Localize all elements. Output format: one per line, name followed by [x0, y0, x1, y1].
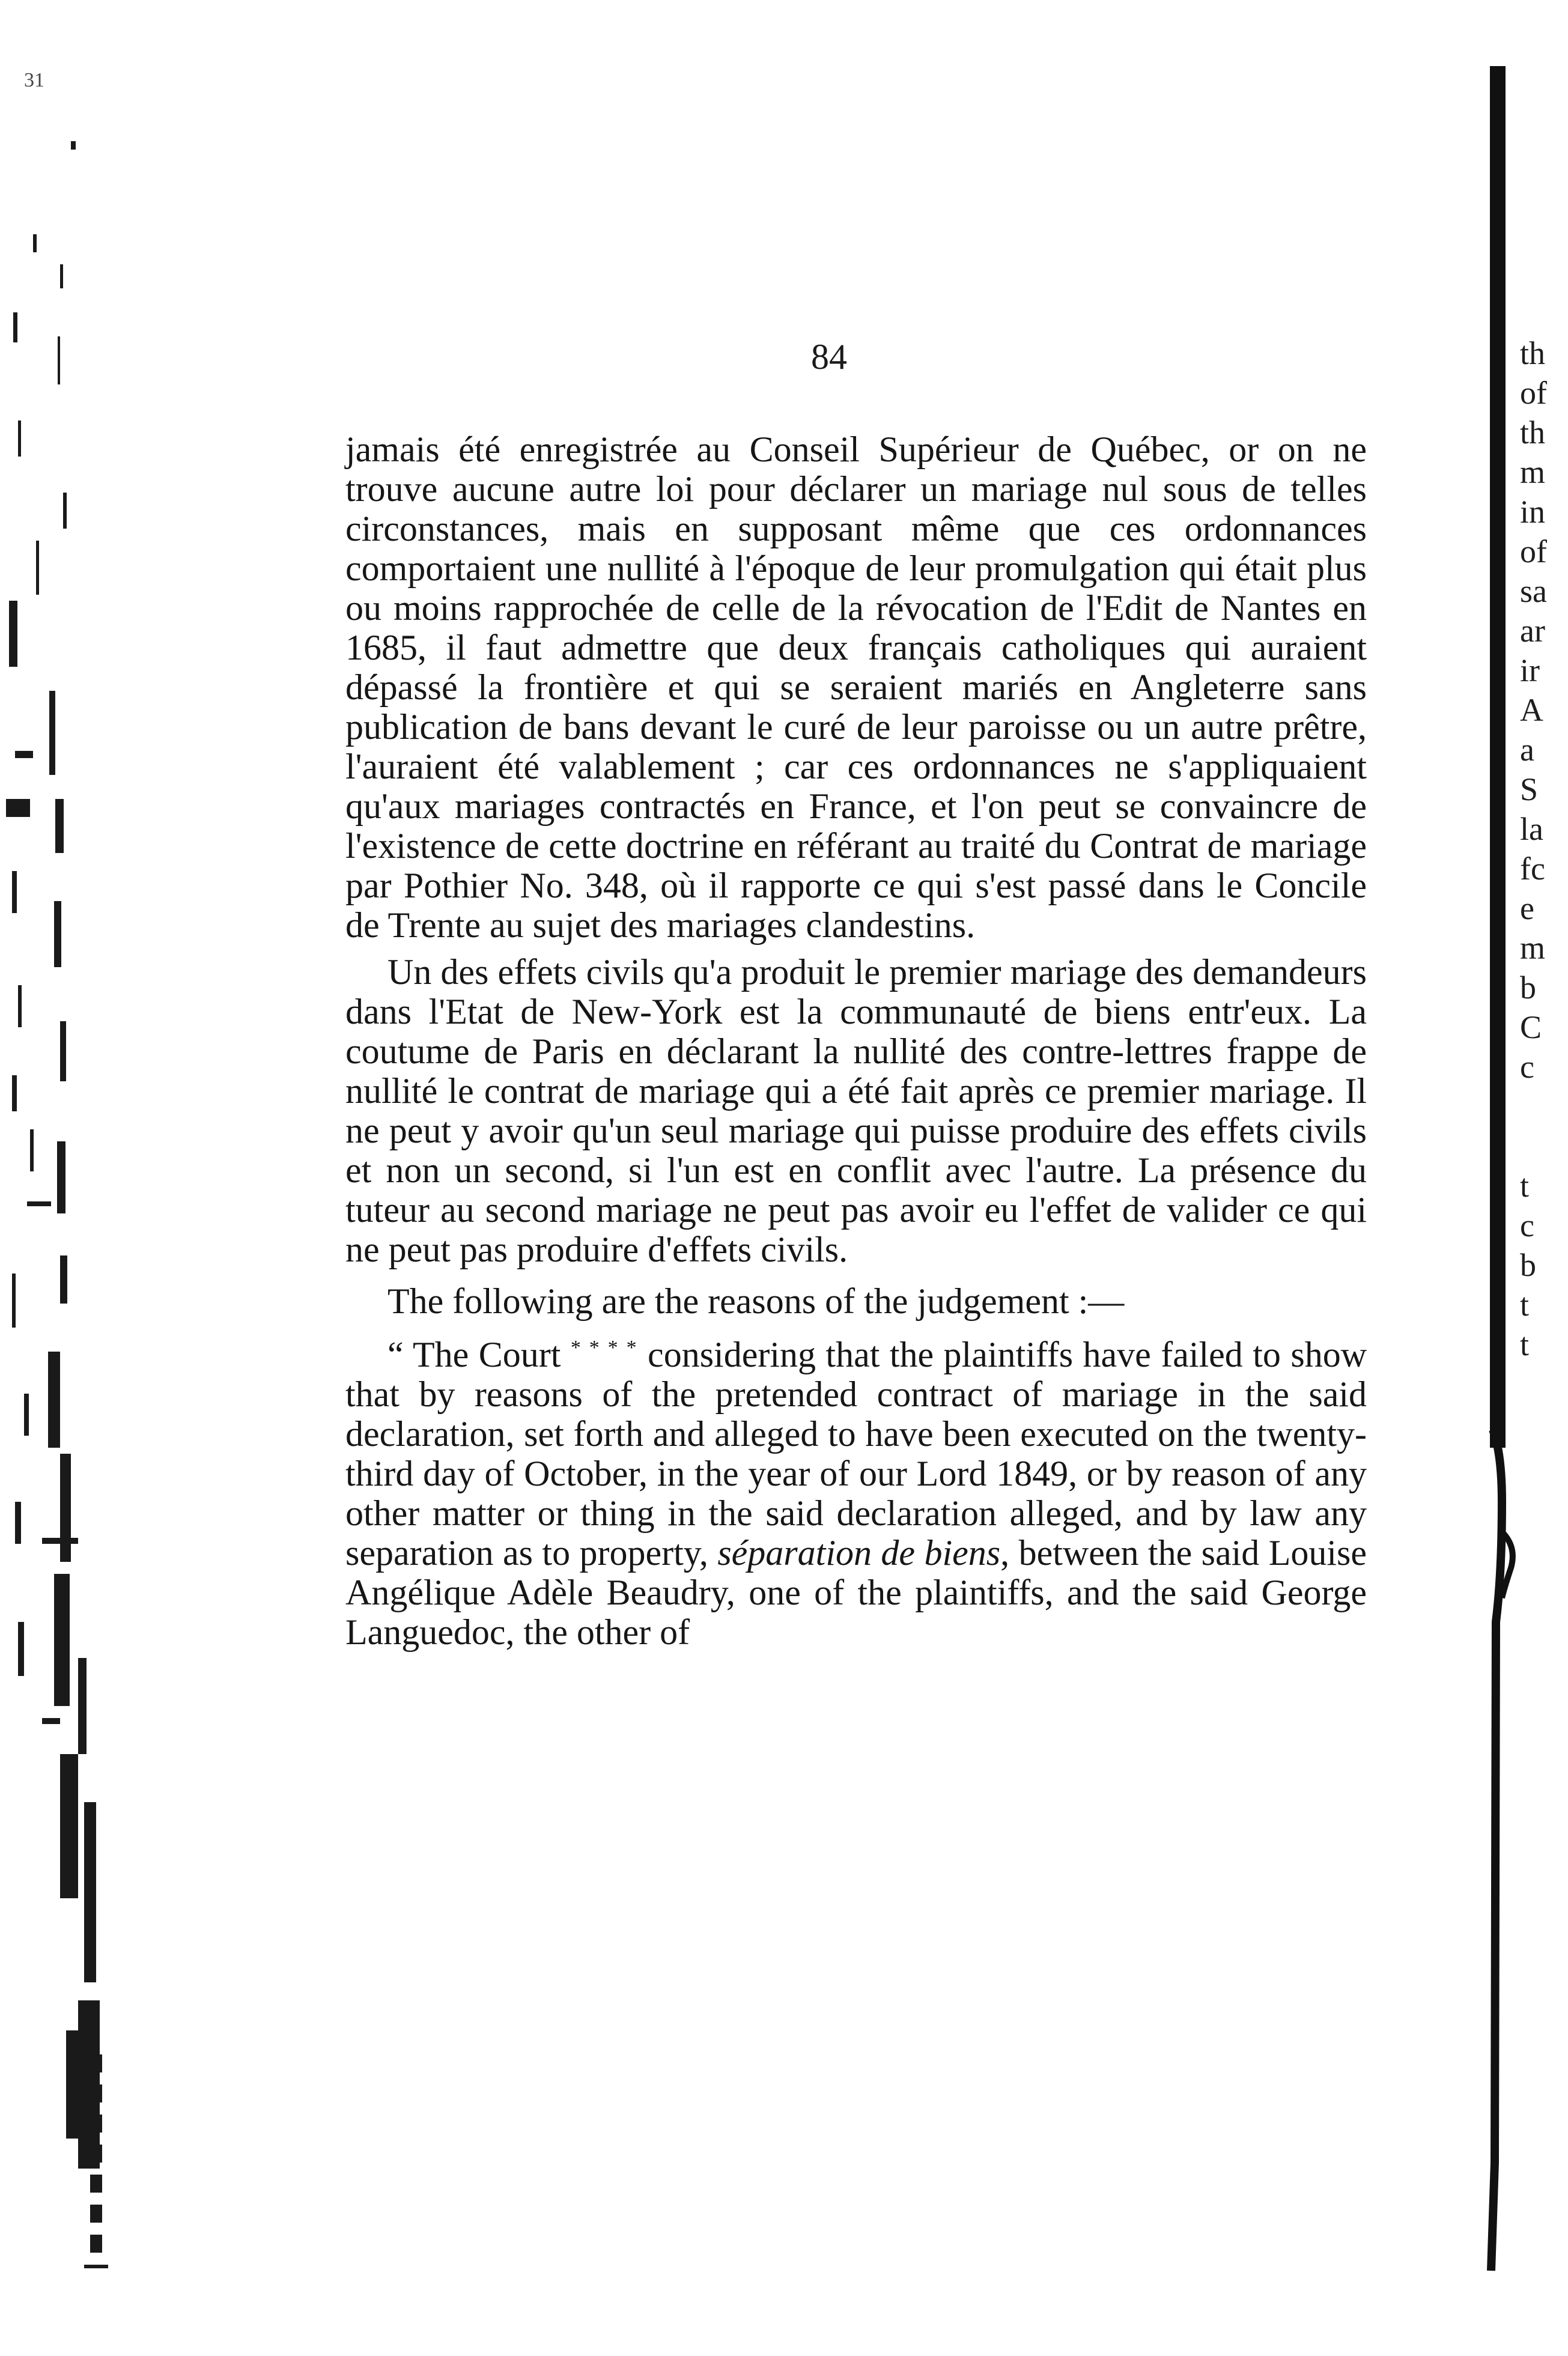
facing-page-fragment: b [1520, 970, 1536, 1006]
facing-page-fragment: ir [1520, 652, 1540, 688]
facing-page-fragment: c [1520, 1207, 1534, 1243]
facing-page-fragment [1520, 1126, 1568, 1166]
facing-page-fragment: b [1520, 1247, 1536, 1283]
facing-page-fragment [1520, 1087, 1568, 1126]
page-number: 84 [811, 337, 847, 377]
facing-page-fragment: A [1520, 692, 1543, 728]
facing-page-fragment: t [1520, 1287, 1530, 1323]
judgement-text-end: , between the said Louise Angélique Adèle Beaudry, one of the plaintiffs, and the said George Languedoc, the other of [345, 1533, 1367, 1652]
facing-page-fragment: c [1520, 1049, 1534, 1085]
body-text [345, 430, 1367, 1652]
facing-page-fragment: ar [1520, 613, 1545, 649]
facing-page-fragment: sa [1520, 573, 1547, 609]
left-scan-artifact [0, 0, 120, 2356]
facing-page-fragment: m [1520, 930, 1546, 966]
facing-page-fragment: C [1520, 1009, 1542, 1045]
facing-page-fragment: a [1520, 732, 1534, 768]
judgement-quote [345, 1328, 1367, 1652]
facing-page-fragment: S [1520, 771, 1539, 807]
judgement-text: considering that the plaintiffs have failed to show that by reasons of the pretended contract of mariage in the said declaration, set forth and alleged to have been executed on the twenty-third day of October, in the year of our Lord 1849, or by reason of any other matter or thing in the said declaration alleged, and by law any separation as to property, [345, 1335, 1367, 1573]
facing-page-fragment: th [1520, 335, 1546, 371]
facing-page-fragment: fc [1520, 851, 1545, 887]
judgement-italic-term: séparation de biens [717, 1533, 1001, 1573]
facing-page-fragments [1520, 333, 1568, 1364]
facing-page-fragment: t [1520, 1326, 1530, 1362]
facing-page-fragment: of [1520, 375, 1547, 411]
facing-page-fragment: m [1520, 454, 1546, 490]
facing-page-fragment: in [1520, 494, 1546, 530]
elision-stars: * * * * [570, 1337, 638, 1359]
facing-page-fragment: of [1520, 533, 1547, 569]
facing-page-fragment: e [1520, 890, 1534, 926]
facing-page-fragment: la [1520, 811, 1543, 847]
corner-mark: 31 [24, 69, 44, 91]
facing-page-fragment: t [1520, 1168, 1530, 1204]
paragraph-french-2: Un des effets civils qu'a produit le premier mariage des demandeurs dans l'Etat de New-York est la communauté de biens entr'eux. La coutume de Paris en déclarant la nullité des contre-lettres frappe de nullité le contrat de mariage qui a été fait après ce premier mariage. Il ne peut y avoir qu'un seul mariage qui puisse produire des effets civils et non un second, si l'un est en conflit avec l'autre. La présence du tuteur au second mariage ne peut pas avoir eu l'effet de valider ce qui ne peut pas produire d'effets civils. [345, 952, 1367, 1269]
judgement-open: “ The Court [387, 1335, 561, 1374]
paragraph-french-1: jamais été enregistrée au Conseil Supérieur de Québec, or on ne trouve aucune autre loi pour déclarer un mariage nul sous de telles circonstances, mais en supposant même que ces ordonnances comportaient une nullité à l'époque de leur promulgation qui était plus ou moins rapprochée de celle de la révocation de l'Edit de Nantes en 1685, il faut admettre que deux français catholiques qui auraient dépassé la frontière et qui se seraient mariés en Angleterre sans publication de bans devant le curé de leur paroisse ou un autre prêtre, l'auraient été valablement ; car ces ordonnances ne s'appliquaient qu'aux mariages contractés en France, et l'on peut se convaincre de l'existence de cette doctrine en référant au traité du Contrat de mariage par Pothier No. 348, où il rapporte ce qui s'est passé dans le Concile de Trente au sujet des mariages clandestins. [345, 430, 1367, 945]
judgement-heading: The following are the reasons of the judgement :— [387, 1281, 1125, 1321]
facing-page-fragment: th [1520, 414, 1546, 451]
